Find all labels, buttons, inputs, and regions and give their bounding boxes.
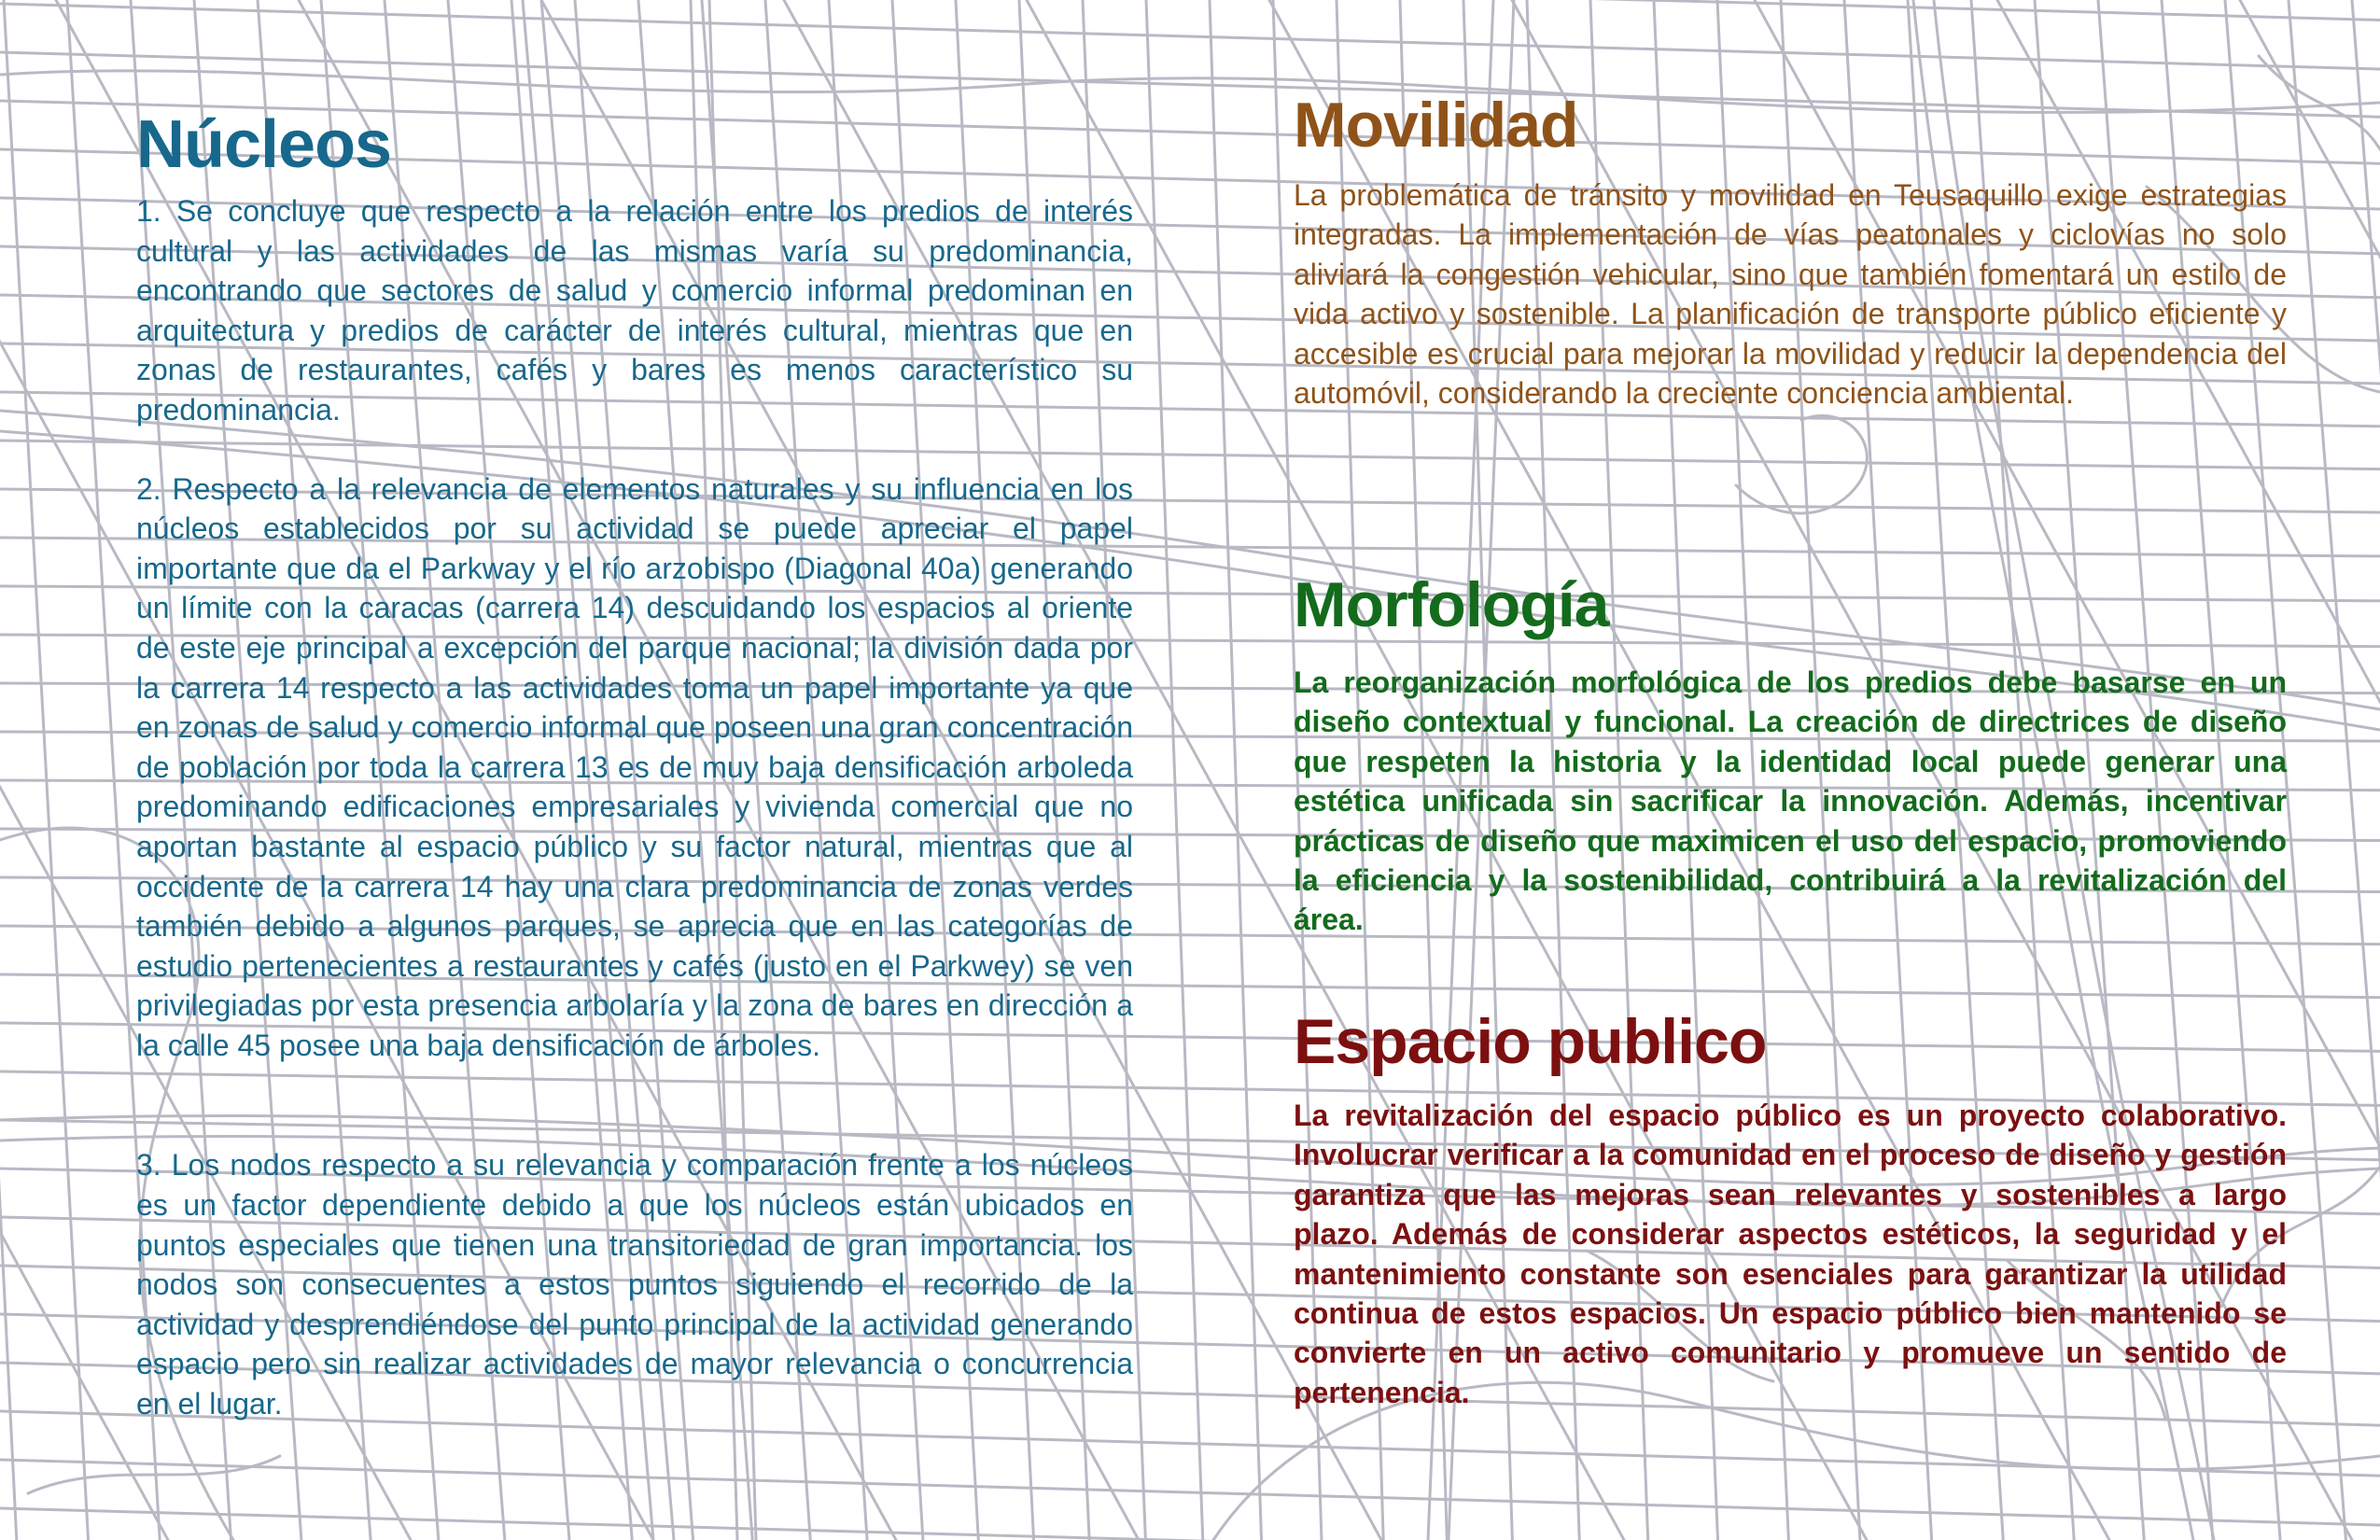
street <box>0 0 17 1540</box>
morfologia-section <box>1294 569 2287 940</box>
espacio-publico-section <box>1294 1006 2287 1412</box>
nucleos-paragraph-2: 2. Respecto a la relevancia de elementos naturales y su influencia en los núcleos establecidos por su actividad se puede apreciar el papel importante que da el Parkway y el río arzobispo (Diagonal 40a) generando un límite con la caracas (carrera 14) descuidando los espacios al oriente de este eje principal a excepción del parque nacional; la división dada por la carrera 14 respecto a las actividades toma un papel importante ya que en zonas de salud y comercio informal que poseen una gran concentración de población por toda la carrera 13 es de muy baja densificación arboleda predominando edificaciones empresariales y vivienda comercial que no aportan bastante al espacio público y su factor natural, mientras que al occidente de la carrera 14 hay una clara predominancia de zonas verdes también debido a algunos parques, se aprecia que en las categorías de estudio pertenecientes a restaurantes y cafés (justo en el Parkwey) se ven privilegiadas por esta presencia arbolaría y la zona de bares en dirección a la calle 45 posee una baja densificación de árboles. <box>136 471 1133 1062</box>
nucleos-paragraph-3: 3. Los nodos respecto a su relevancia y comparación frente a los núcleos es un factor dependiente debido a que los núcleos están ubicados en puntos especiales que tienen una transitoriedad de gran importancia. los nodos son consecuentes a estos puntos siguiendo el recorrido de la actividad y desprendiéndose del punto principal de la actividad generando espacio pero sin realizar actividades de mayor relevancia o concurrencia en el lugar. <box>136 1148 1133 1421</box>
nucleos-heading: Núcleos <box>136 107 392 182</box>
espacio-publico-heading: Espacio publico <box>1294 1006 1767 1077</box>
street <box>0 1508 2380 1540</box>
street <box>0 0 2380 20</box>
morfologia-heading: Morfología <box>1294 569 1609 640</box>
movilidad-section <box>1294 90 2287 413</box>
nucleos-paragraph-1: 1. Se concluye que respecto a la relación entre los predios de interés cultural y las actividades de las mismas varía su predominancia, encontrando que sectores de salud y comercio informal predominan en arquitectura y predios de carácter de interés cultural, mientras que en zonas de restaurantes, cafés y bares es menos característico su predominancia. <box>136 194 1133 427</box>
movilidad-paragraph: La problemática de tránsito y movilidad en Teusaquillo exige estrategias integradas. La implementación de vías peatonales y ciclovías no solo aliviará la congestión vehicular, sino que también fomentará un estilo de vida activo y sostenible. La planificación de transporte público eficiente y accesible es crucial para mejorar la movilidad y reducir la dependencia del automóvil, considerando la creciente conciencia ambiental. <box>1294 178 2287 411</box>
espacio-publico-paragraph: La revitalización del espacio público es un proyecto colaborativo. Involucrar verificar a la comunidad en el proceso de diseño y gestión garantiza que las mejoras sean relevantes y sostenibles a largo plazo. Además de considerar aspectos estéticos, la seguridad y el mantenimiento constante son esenciales para garantizar la utilidad continua de estos espacios. Un espacio público bien mantenido se convierte en un activo comunitario y promueve un sentido de pertenencia. <box>1294 1099 2287 1409</box>
street <box>0 1460 2380 1525</box>
morfologia-paragraph: La reorganización morfológica de los predios debe basarse en un diseño contextual y funcional. La creación de directrices de diseño que respeten la historia y la identidad local puede generar una estética unificada sin sacrificar la innovación. Además, incentivar prácticas de diseño que maximicen el uso del espacio, promoviendo la eficiencia y la sostenibilidad, contribuirá a la revitalización del área. <box>1294 665 2287 937</box>
street <box>1210 0 1262 1540</box>
street <box>1146 0 1203 1540</box>
road <box>1736 415 1867 513</box>
movilidad-heading: Movilidad <box>1294 90 1578 161</box>
nucleos-section <box>136 107 1133 1424</box>
street <box>0 4 2380 69</box>
street <box>4 0 89 1540</box>
